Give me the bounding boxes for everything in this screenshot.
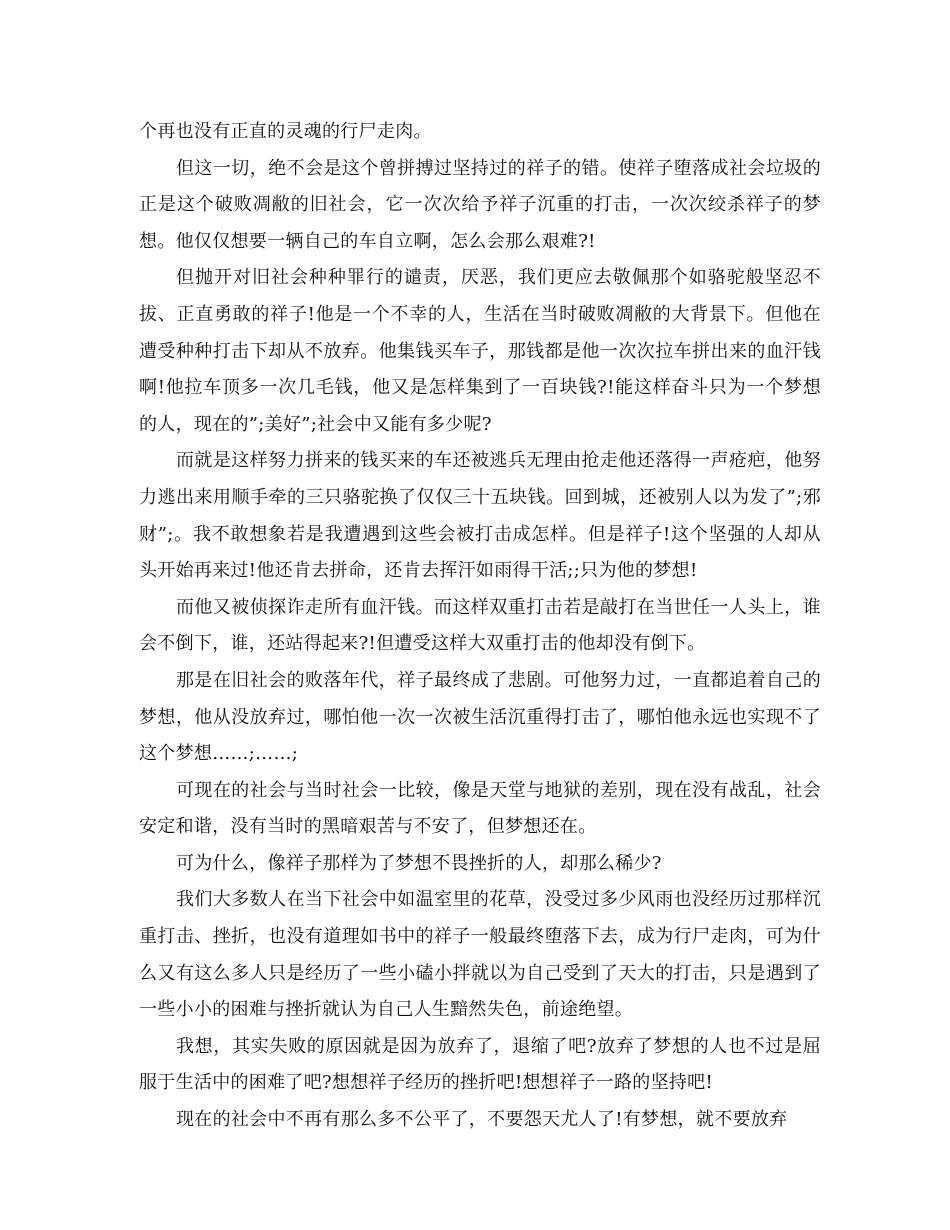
paragraph-2: 但这一切，绝不会是这个曾拼搏过坚持过的祥子的错。使祥子堕落成社会垃圾的正是这个破败凋敝的旧社会，它一次次给予祥子沉重的打击，一次次绞杀祥子的梦想。他仅仅想要一辆自己的车自立啊，怎么会那么艰难?! — [139, 157, 821, 252]
paragraph-5: 而他又被侦探诈走所有血汗钱。而这样双重打击若是敲打在当世任一人头上，谁会不倒下，谁，还站得起来?!但遭受这样大双重打击的他却没有倒下。 — [139, 596, 821, 655]
paragraph-1: 个再也没有正直的灵魂的行尸走肉。 — [139, 121, 432, 142]
paragraph-8: 可为什么，像祥子那样为了梦想不畏挫折的人，却那么稀少? — [176, 852, 662, 874]
paragraph-4: 而就是这样努力拼来的钱买来的车还被逃兵无理由抢走他还落得一声疮疤，他努力逃出来用顺手牵的三只骆驼换了仅仅三十五块钱。回到城，还被别人以为发了”;邪财”;。我不敢想象若是我遭遇到这些会被打击成怎样。但是祥子!这个坚强的人却从头开始再来过!他还肯去拼命，还肯去挥汗如雨得干活;;只为他的梦想! — [139, 450, 821, 582]
paragraph-6: 那是在旧社会的败落年代，祥子最终成了悲剧。可他努力过，一直都追着自己的梦想，他从没放弃过，哪怕他一次一次被生活沉重得打击了，哪怕他永远也实现不了这个梦想……;……; — [139, 669, 821, 765]
paragraph-10: 我想，其实失败的原因就是因为放弃了，退缩了吧?放弃了梦想的人也不过是屈服于生活中的困难了吧?想想祥子经历的挫折吧!想想祥子一路的坚持吧! — [139, 1035, 821, 1094]
paragraph-9: 我们大多数人在当下社会中如温室里的花草，没受过多少风雨也没经历过那样沉重打击、挫折，也没有道理如书中的祥子一般最终堕落下去，成为行尸走肉，可为什么又有这么多人只是经历了一些小磕小拌就以为自己受到了天大的打击，只是遇到了一些小小的困难与挫折就认为自己人生黯然失色，前途绝望。 — [139, 889, 821, 1021]
paragraph-11: 现在的社会中不再有那么多不公平了，不要怨天尤人了!有梦想，就不要放弃 — [176, 1109, 788, 1131]
paragraph-3: 但抛开对旧社会种种罪行的谴责，厌恶，我们更应去敬佩那个如骆驼般坚忍不拔、正直勇敢的祥子!他是一个不幸的人，生活在当时破败凋敝的大背景下。但他在遭受种种打击下却从不放弃。他集钱买车子，那钱都是他一次次拉车拼出来的血汗钱啊!他拉车顶多一次几毛钱，他又是怎样集到了一百块钱?!能这样奋斗只为一个梦想的人，现在的”;美好”;社会中又能有多少呢? — [139, 267, 821, 435]
document-body — [139, 114, 821, 1139]
paragraph-7: 可现在的社会与当时社会一比较，像是天堂与地狱的差别，现在没有战乱，社会安定和谐，没有当时的黑暗艰苦与不安了，但梦想还在。 — [139, 779, 821, 838]
